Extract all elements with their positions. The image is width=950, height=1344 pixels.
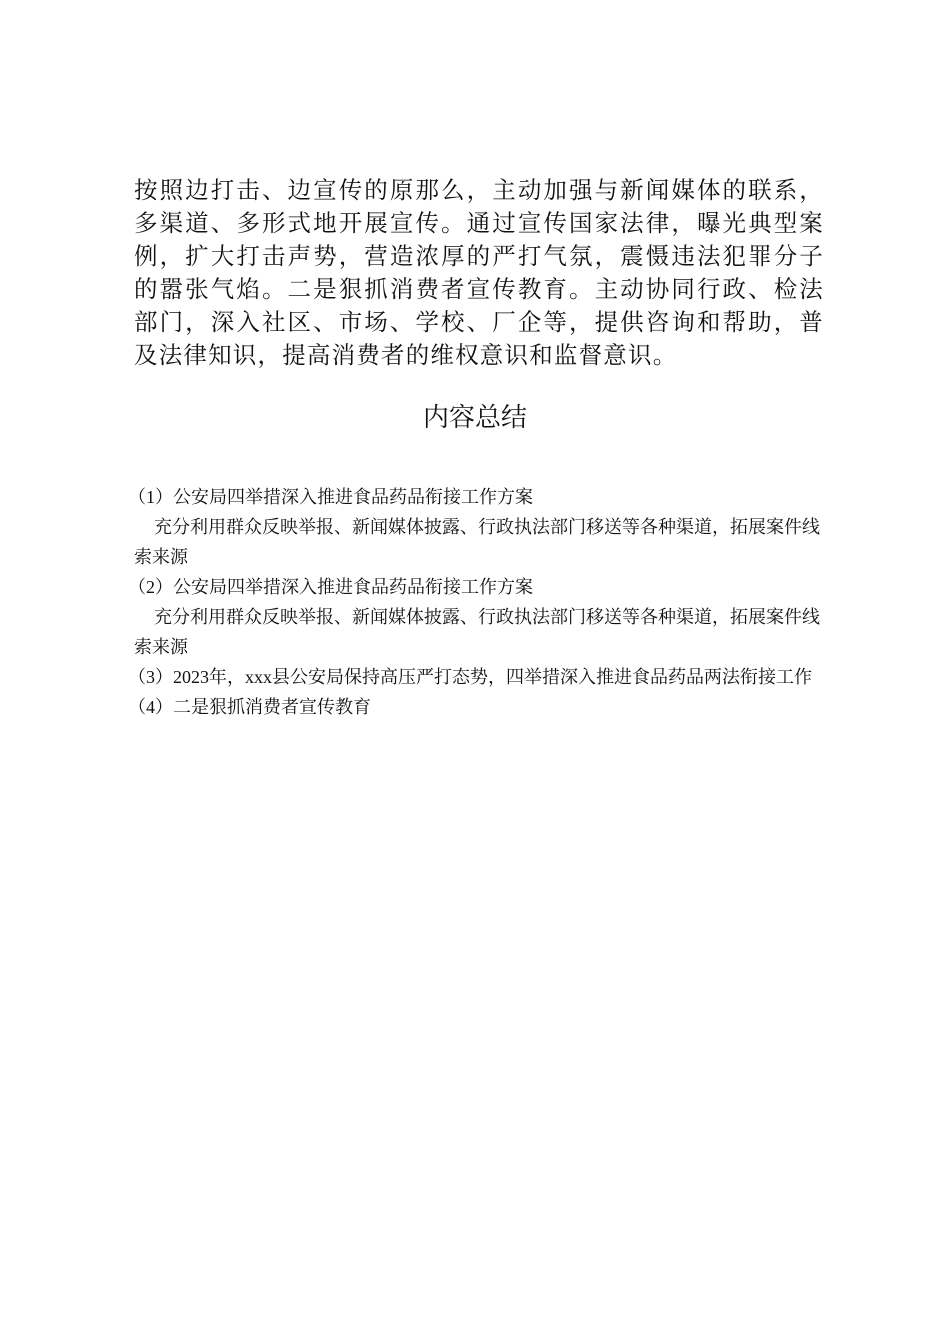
intro-paragraph: 按照边打击、边宣传的原那么，主动加强与新闻媒体的联系，多渠道、多形式地开展宣传。通过宣传国家法律，曝光典型案例，扩大打击声势，营造浓厚的严打气氛，震慑违法犯罪分子的嚣张气焰。二是狠抓消费者宣传教育。主动协同行政、检法部门，深入社区、市场、学校、厂企等，提供咨询和帮助，普及法律知识，提高消费者的维权意识和监督意识。	[134, 176, 824, 369]
summary-item-title: （2）公安局四举措深入推进食品药品衔接工作方案	[128, 577, 533, 597]
summary-item-title: （4）二是狠抓消费者宣传教育	[128, 697, 371, 717]
summary-list	[128, 482, 826, 722]
summary-item-2	[128, 572, 826, 662]
summary-item-4	[128, 692, 826, 722]
summary-item-title: （1）公安局四举措深入推进食品药品衔接工作方案	[128, 487, 533, 507]
summary-item-title: （3）2023年，xxx县公安局保持高压严打态势，四举措深入推进食品药品两法衔接工作	[128, 667, 812, 687]
summary-heading: 内容总结	[422, 403, 527, 433]
summary-item-body: 充分利用群众反映举报、新闻媒体披露、行政执法部门移送等各种渠道，拓展案件线索来源	[134, 607, 820, 657]
summary-item-1	[128, 482, 826, 572]
summary-item-body: 充分利用群众反映举报、新闻媒体披露、行政执法部门移送等各种渠道，拓展案件线索来源	[134, 517, 820, 567]
summary-item-3	[128, 662, 826, 692]
